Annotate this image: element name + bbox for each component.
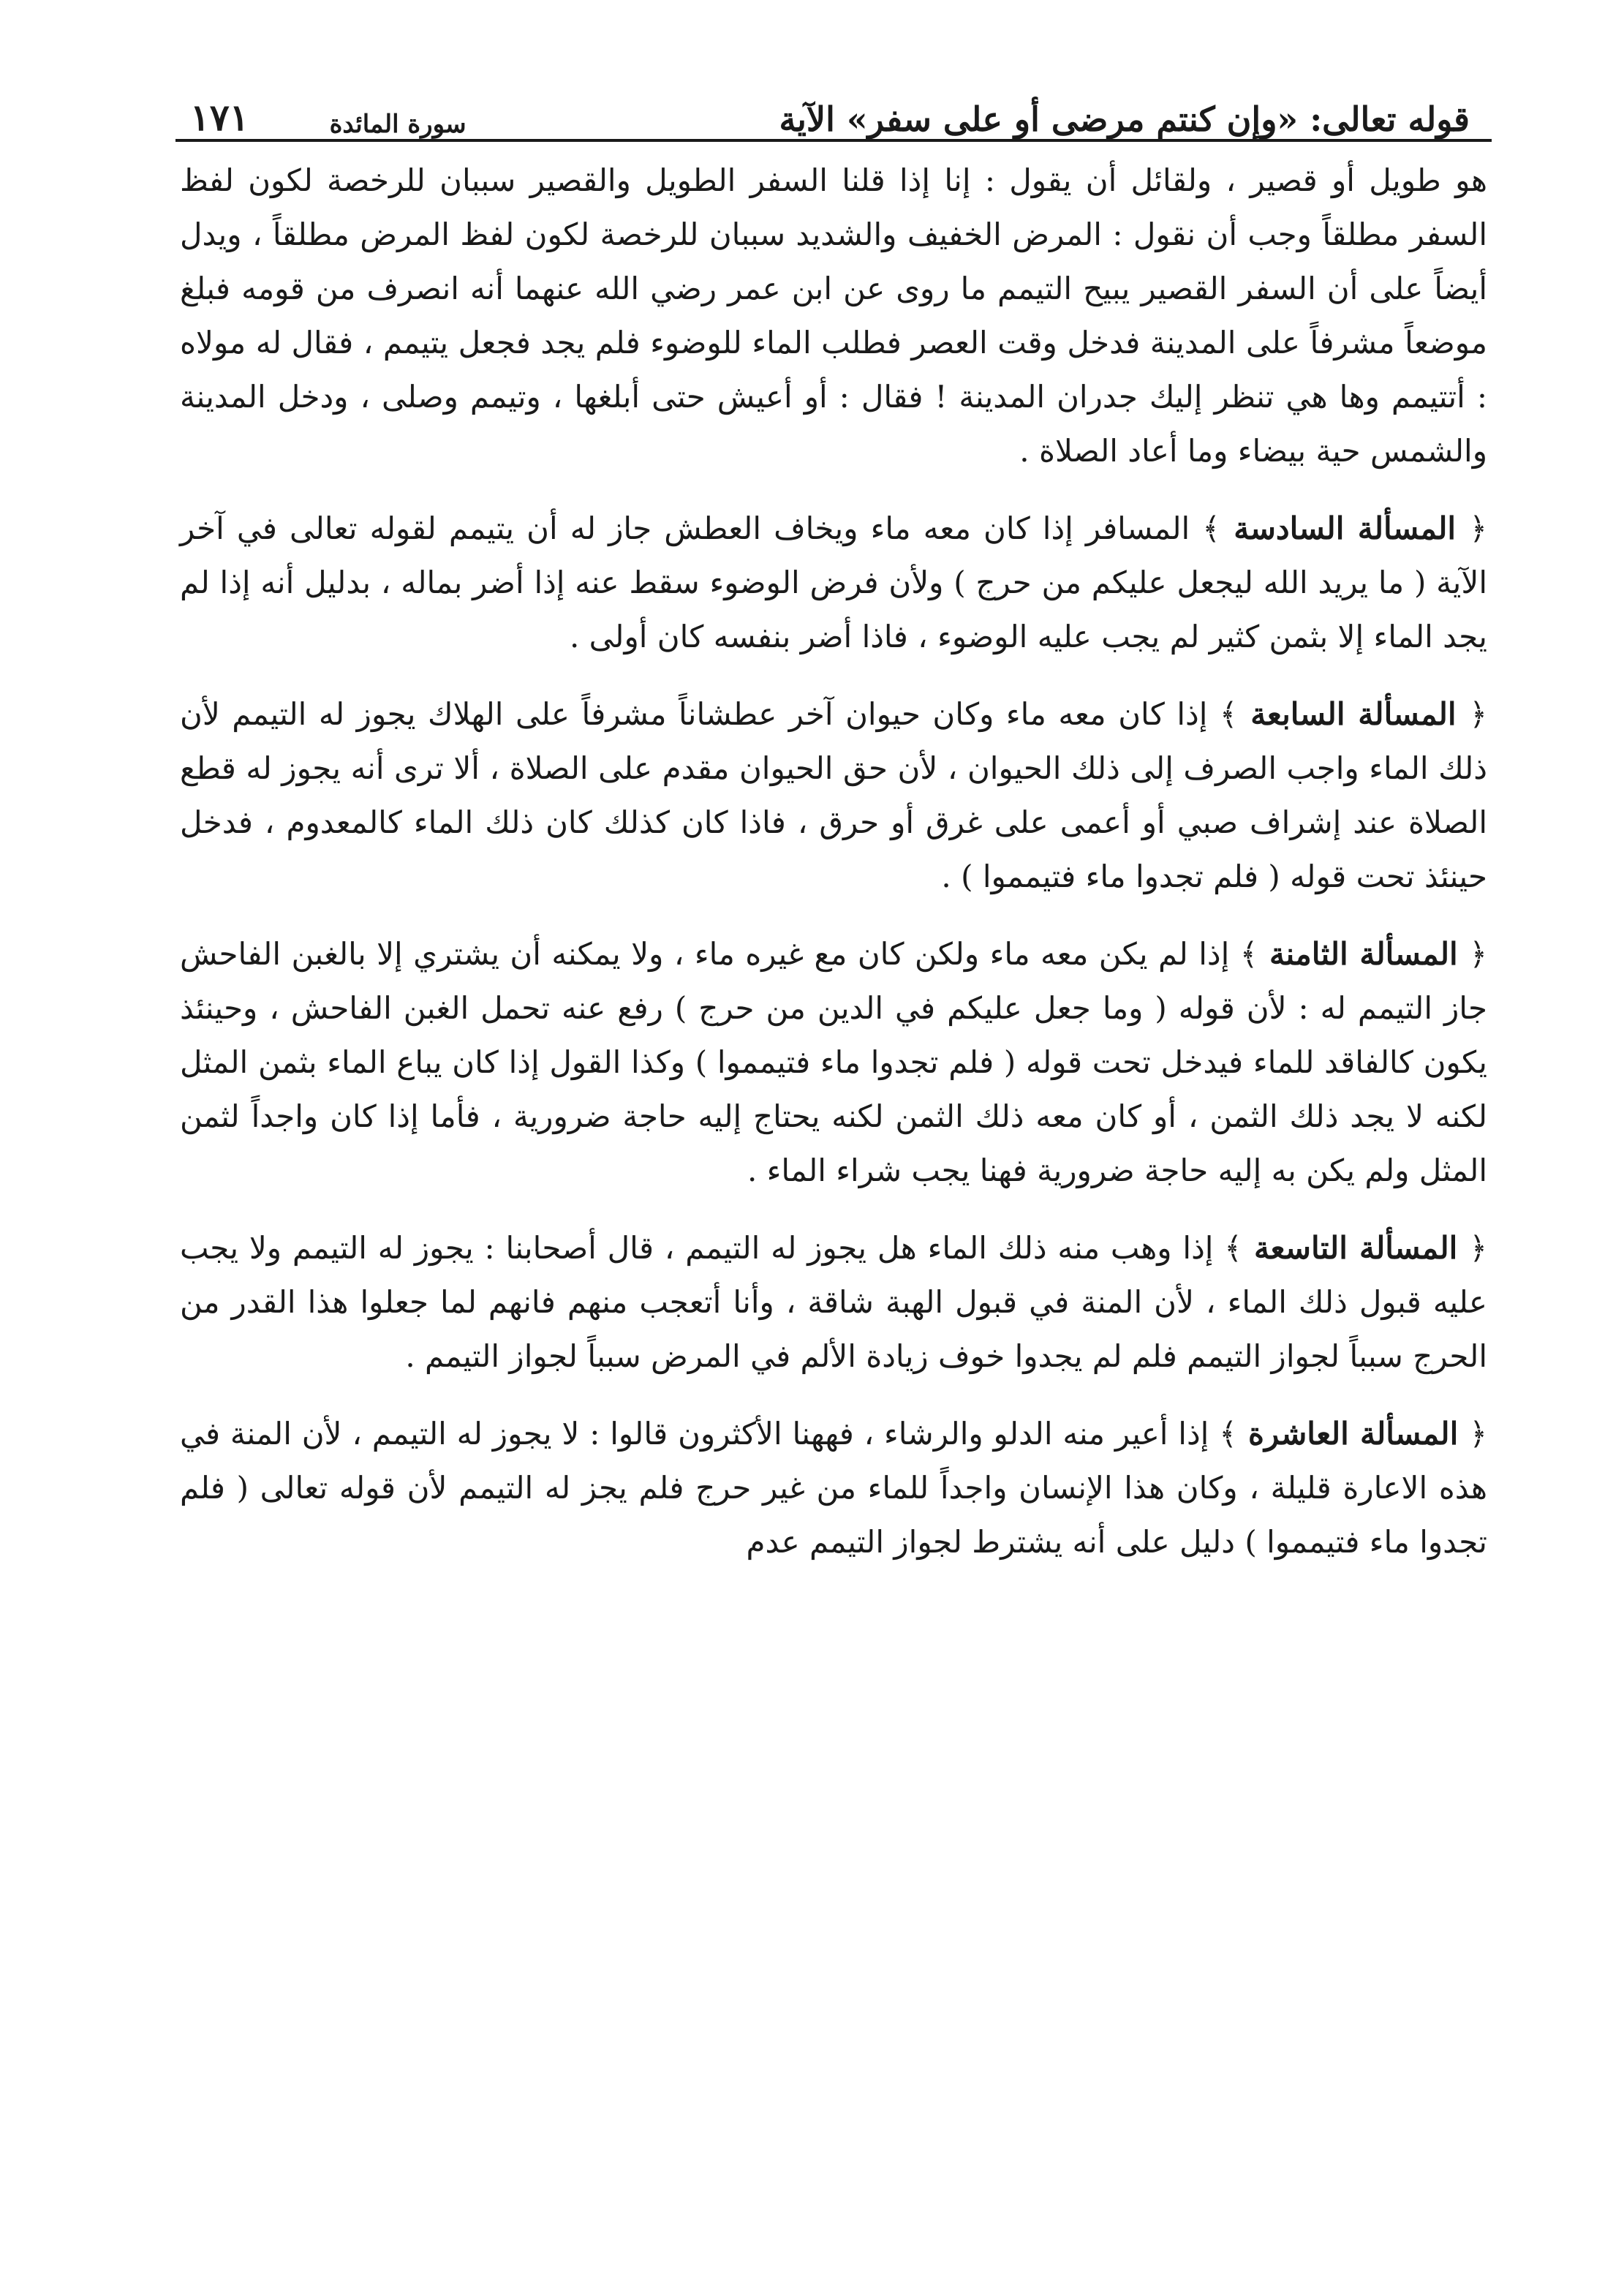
ornament-close: ﴾ (1239, 936, 1258, 972)
paragraph-text: إذا أعير منه الدلو والرشاء ، فههنا الأكثرون قالوا : لا يجوز له التيمم ، لأن المنة في هذه الاعارة قليلة ، وكان هذا الإنسان واجداً للماء من غير حرج فلم يجز له التيمم لأن قوله تعالى ( فلم تجدوا ماء فتيمموا ) دليل على أنه يشترط لجواز التيمم عدم (180, 1416, 1487, 1560)
paragraph-issue-8 (180, 927, 1487, 1198)
paragraph-issue-7 (180, 687, 1487, 904)
issue-heading (1224, 1230, 1487, 1266)
page-number: ١٧١ (190, 96, 249, 139)
issue-heading-label: المسألة السابعة (1250, 696, 1457, 732)
ornament-close: ﴾ (1224, 1230, 1242, 1266)
surah-name: سورة المائدة (329, 110, 467, 139)
ornament-open: ﴿ (1469, 1230, 1488, 1266)
paragraph-continuation (180, 154, 1487, 478)
paragraph-issue-10 (180, 1407, 1487, 1569)
ornament-close: ﴾ (1219, 1416, 1237, 1452)
issue-heading (1219, 1416, 1487, 1452)
paragraph-text: المسافر إذا كان معه ماء ويخاف العطش جاز له أن يتيمم لقوله تعالى في آخر الآية ( ما يريد الله ليجعل عليكم من حرج ) ولأن فرض الوضوء سقط عنه إذا أضر بماله ، بدليل أنه إذا لم يجد الماء إلا بثمن كثير لم يجب عليه الوضوء ، فاذا أضر بنفسه كان أولى . (180, 510, 1487, 654)
header-left-group (190, 96, 467, 139)
issue-heading (1202, 510, 1487, 546)
issue-heading-label: المسألة السادسة (1234, 510, 1457, 546)
book-page (175, 66, 1492, 2245)
issue-heading (1240, 936, 1487, 972)
ornament-open: ﴿ (1469, 936, 1488, 972)
paragraph-text: إذا كان معه ماء وكان حيوان آخر عطشاناً مشرفاً على الهلاك يجوز له التيمم لأن ذلك الماء واجب الصرف إلى ذلك الحيوان ، لأن حق الحيوان مقدم على الصلاة ، ألا ترى أنه يجوز له قطع الصلاة عند إشراف صبي أو أعمى على غرق أو حرق ، فاذا كان كذلك كان ذلك الماء كالمعدوم ، فدخل حينئذ تحت قوله ( فلم تجدوا ماء فتيمموا ) . (180, 696, 1487, 894)
paragraph-text: إذا لم يكن معه ماء ولكن كان مع غيره ماء ، ولا يمكنه أن يشتري إلا بالغبن الفاحش جاز التيمم له : لأن قوله ( وما جعل عليكم في الدين من حرج ) رفع عنه تحمل الغبن الفاحش ، وحينئذ يكون كالفاقد للماء فيدخل تحت قوله ( فلم تجدوا ماء فتيمموا ) وكذا القول إذا كان يباع الماء بثمن المثل لكنه لا يجد ذلك الثمن ، أو كان معه ذلك الثمن لكنه يحتاج إليه حاجة ضرورية ، فأما إذا كان واجداً لثمن المثل ولم يكن به إليه حاجة ضرورية فهنا يجب شراء الماء . (180, 936, 1487, 1188)
issue-heading (1220, 696, 1487, 732)
paragraph-issue-6 (180, 502, 1487, 664)
ornament-close: ﴾ (1202, 510, 1220, 546)
ornament-open: ﴿ (1469, 696, 1487, 732)
ornament-open: ﴿ (1469, 1416, 1488, 1452)
body-text (175, 154, 1492, 1569)
ornament-open: ﴿ (1469, 510, 1488, 546)
paragraph-text: إذا وهب منه ذلك الماء هل يجوز له التيمم ، قال أصحابنا : يجوز له التيمم ولا يجب عليه قبول ذلك الماء ، لأن المنة في قبول الهبة شاقة ، وأنا أتعجب منهم فانهم لما جعلوا هذا القدر من الحرج سبباً لجواز التيمم فلم لم يجدوا خوف زيادة الألم في المرض سبباً لجواز التيمم . (180, 1230, 1487, 1374)
paragraph-text: هو طويل أو قصير ، ولقائل أن يقول : إنا إذا قلنا السفر الطويل والقصير سببان للرخصة لكون لفظ السفر مطلقاً وجب أن نقول : المرض الخفيف والشديد سببان للرخصة لكون لفظ المرض مطلقاً ، ويدل أيضاً على أن السفر القصير يبيح التيمم ما روى عن ابن عمر رضي الله عنهما أنه انصرف من قومه فبلغ موضعاً مشرفاً على المدينة فدخل وقت العصر فطلب الماء للوضوء فلم يجد فجعل يتيمم ، فقال له مولاه : أتتيمم وها هي تنظر إليك جدران المدينة ! فقال : أو أعيش حتى أبلغها ، وتيمم وصلى ، ودخل المدينة والشمس حية بيضاء وما أعاد الصلاة . (180, 162, 1487, 469)
header-title: قوله تعالى: «وإن كنتم مرضى أو على سفر» الآية (779, 99, 1470, 139)
issue-heading-label: المسألة التاسعة (1253, 1230, 1458, 1266)
issue-heading-label: المسألة الثامنة (1269, 936, 1458, 972)
issue-heading-label: المسألة العاشرة (1247, 1416, 1459, 1452)
ornament-close: ﴾ (1219, 696, 1238, 732)
running-header (175, 66, 1492, 142)
paragraph-issue-9 (180, 1221, 1487, 1384)
